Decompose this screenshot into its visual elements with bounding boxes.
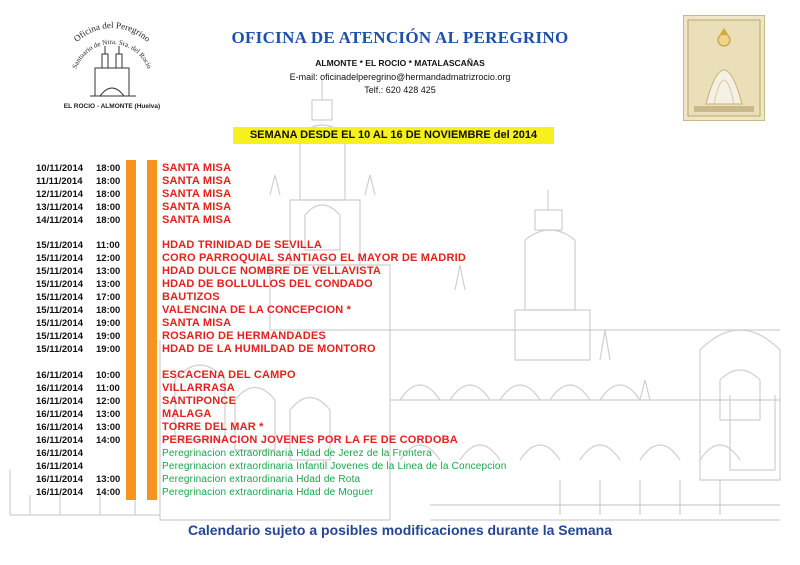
schedule-date: 16/11/2014	[36, 396, 84, 407]
schedule-date: 16/11/2014	[36, 383, 84, 394]
schedule-event: HDAD DE BOLLULLOS DEL CONDADO	[162, 278, 373, 290]
schedule-time: 19:00	[96, 331, 121, 342]
schedule-date: 15/11/2014	[36, 292, 84, 303]
page-title: OFICINA DE ATENCIÓN AL PEREGRINO	[231, 28, 569, 47]
schedule-date: 16/11/2014	[36, 461, 84, 472]
schedule-event: BAUTIZOS	[162, 291, 220, 303]
schedule-time: 11:00	[96, 383, 120, 394]
schedule-event: Peregrinacion extraordinaria Hdad de Jerez de la Frontera	[162, 448, 432, 459]
schedule-event: MALAGA	[162, 408, 212, 420]
schedule-date: 16/11/2014	[36, 370, 84, 381]
schedule-date: 13/11/2014	[36, 202, 84, 213]
schedule-date: 10/11/2014	[36, 163, 84, 174]
schedule-date: 15/11/2014	[36, 279, 84, 290]
schedule-time: 18:00	[96, 176, 121, 187]
schedule-time: 14:00	[96, 487, 121, 498]
schedule-event: SANTA MISA	[162, 162, 232, 174]
schedule-event: PEREGRINACION JOVENES POR LA FE DE CORDOBA	[162, 434, 458, 446]
schedule-date: 15/11/2014	[36, 266, 84, 277]
schedule-time: 19:00	[96, 318, 121, 329]
schedule-time: 11:00	[96, 240, 120, 251]
schedule-event: SANTA MISA	[162, 317, 232, 329]
schedule-date: 15/11/2014	[36, 318, 84, 329]
schedule-time: 13:00	[96, 409, 121, 420]
schedule-event: HDAD TRINIDAD DE SEVILLA	[162, 239, 323, 251]
schedule-event: ROSARIO DE HERMANDADES	[162, 330, 326, 342]
footer-note: Calendario sujeto a posibles modificaciones durante la Semana	[187, 522, 612, 538]
schedule-time: 18:00	[96, 215, 121, 226]
schedule-time: 13:00	[96, 422, 121, 433]
schedule-event: HDAD DE LA HUMILDAD DE MONTORO	[162, 343, 376, 355]
logo-caption: EL ROCIO - ALMONTE (Huelva)	[63, 103, 161, 110]
schedule-date: 12/11/2014	[36, 189, 84, 200]
schedule-date: 15/11/2014	[36, 331, 84, 342]
schedule-time: 14:00	[96, 435, 121, 446]
schedule-date: 16/11/2014	[36, 409, 84, 420]
schedule-event: CORO PARROQUIAL SANTIAGO EL MAYOR DE MADRID	[162, 252, 466, 264]
schedule-date: 15/11/2014	[36, 240, 84, 251]
schedule-date: 15/11/2014	[36, 305, 84, 316]
schedule-event: ESCACENA DEL CAMPO	[162, 369, 296, 381]
schedule-date: 11/11/2014	[36, 176, 83, 187]
accent-bar-right	[147, 160, 157, 500]
schedule-date: 16/11/2014	[36, 474, 84, 485]
email-line: E-mail: oficinadelperegrino@hermandadmatrizrocio.org	[289, 72, 511, 82]
schedule-event: SANTA MISA	[162, 188, 232, 200]
schedule-event: TORRE DEL MAR *	[162, 421, 264, 433]
schedule-event: Peregrinacion extraordinaria Hdad de Rota	[162, 474, 361, 485]
schedule-date: 16/11/2014	[36, 435, 84, 446]
accent-bar-left	[126, 160, 136, 500]
schedule-date: 16/11/2014	[36, 422, 84, 433]
schedule-time: 12:00	[96, 396, 121, 407]
schedule-event: SANTA MISA	[162, 214, 232, 226]
logo-text-1: Oficina del Peregrino	[71, 19, 153, 44]
schedule-date: 16/11/2014	[36, 487, 84, 498]
schedule-time: 13:00	[96, 266, 121, 277]
schedule-time: 17:00	[96, 292, 121, 303]
schedule-time: 10:00	[96, 370, 121, 381]
schedule-time: 18:00	[96, 202, 121, 213]
schedule-event: SANTA MISA	[162, 175, 232, 187]
week-banner: SEMANA DESDE EL 10 AL 16 DE NOVIEMBRE del 2014	[233, 127, 554, 144]
schedule-time: 13:00	[96, 474, 121, 485]
schedule-date: 14/11/2014	[36, 215, 84, 226]
schedule-event: SANTIPONCE	[162, 395, 237, 407]
logo-text-2: Santuario de Ntra. Sra. del Rocío	[70, 37, 154, 70]
phone-line: Telf.: 620 428 425	[364, 85, 436, 95]
schedule-date: 15/11/2014	[36, 344, 84, 355]
schedule-date: 16/11/2014	[36, 448, 84, 459]
schedule-event: SANTA MISA	[162, 201, 232, 213]
schedule-time: 13:00	[96, 279, 121, 290]
locations-line: ALMONTE * EL ROCIO * MATALASCAÑAS	[315, 58, 485, 68]
schedule-time: 19:00	[96, 344, 121, 355]
schedule-time: 18:00	[96, 305, 121, 316]
virgin-image	[683, 15, 765, 121]
schedule-time: 12:00	[96, 253, 121, 264]
schedule-date: 15/11/2014	[36, 253, 84, 264]
schedule-event: VALENCINA DE LA CONCEPCION *	[162, 304, 352, 316]
schedule-time: 18:00	[96, 189, 121, 200]
schedule-event: Peregrinacion extraordinaria Infantil Jovenes de la Linea de la Concepcion	[162, 461, 507, 472]
schedule-time: 18:00	[96, 163, 121, 174]
schedule-event: HDAD DULCE NOMBRE DE VELLAVISTA	[162, 265, 382, 277]
schedule-event: VILLARRASA	[162, 382, 235, 394]
schedule-event: Peregrinacion extraordinaria Hdad de Moguer	[162, 487, 374, 498]
